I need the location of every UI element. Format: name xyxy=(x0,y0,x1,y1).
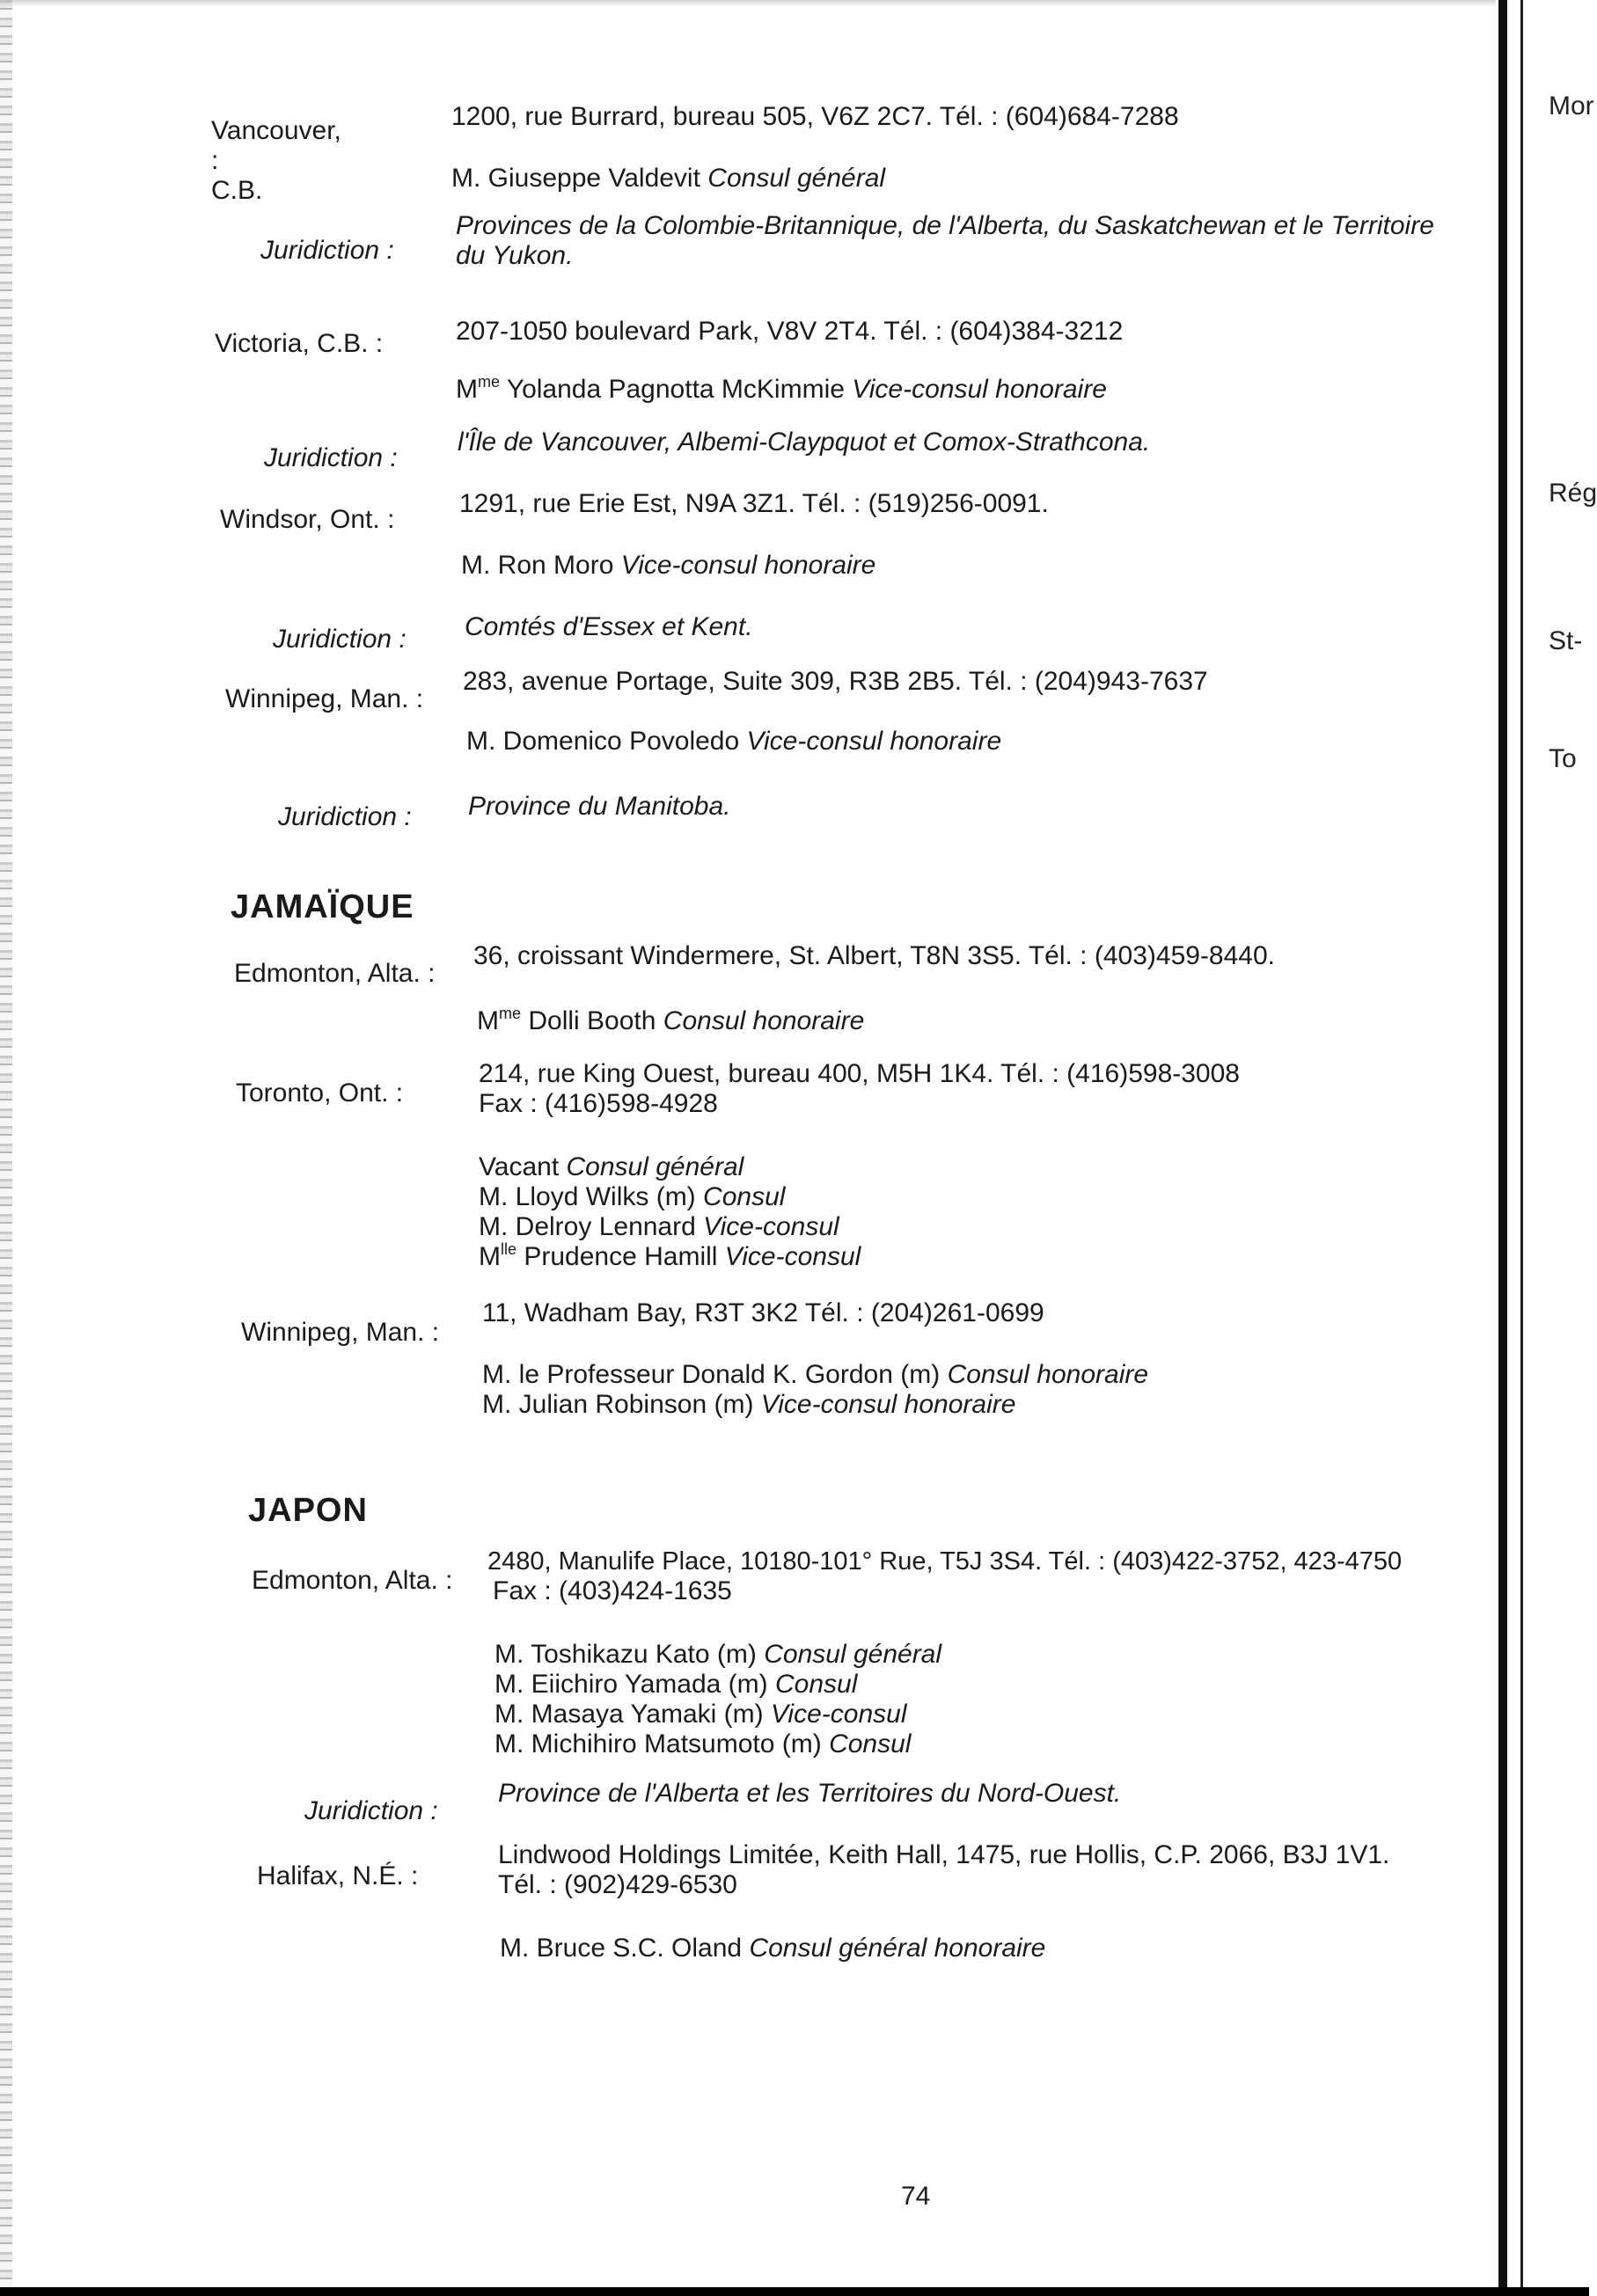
person-prefix: M. xyxy=(461,551,491,580)
book-binding-line xyxy=(1520,0,1523,2296)
fax: Fax : (403)424-1635 xyxy=(493,1576,732,1605)
person-title: Consul général xyxy=(566,1152,744,1181)
address: 207-1050 boulevard Park, V8V 2T4. Tél. : (604)384-3212 xyxy=(456,317,1124,346)
jurisdiction-text: Provinces de la Colombie-Britannique, de l'Alberta, du Saskatchewan et le Territoire du Yukon. xyxy=(456,211,1434,270)
city-label: Vancouver, : C.B. xyxy=(211,116,341,205)
person-title: Consul honoraire xyxy=(663,1006,865,1035)
phone: Tél. : (902)429-6530 xyxy=(498,1870,737,1899)
person-prefix: M xyxy=(456,375,478,404)
page-number: 74 xyxy=(901,2182,931,2211)
scan-left-edge xyxy=(0,0,12,2296)
margin-fragment: Mor xyxy=(1549,91,1594,121)
person-prefix: M. xyxy=(451,164,481,193)
person-name: Ron Moro xyxy=(497,551,614,580)
person-line xyxy=(494,1729,911,1759)
address: 2480, Manulife Place, 10180-101° Rue, T5J 3S4. Tél. : (403)422-3752, 423-4750 xyxy=(487,1547,1403,1576)
jurisdiction-label: Juridiction : xyxy=(278,802,412,831)
person-title: Consul xyxy=(829,1729,912,1759)
book-binding-edge xyxy=(1498,0,1507,2296)
margin-fragment: St- xyxy=(1549,626,1583,655)
city-label: Winnipeg, Man. : xyxy=(241,1318,440,1347)
person-prefix: M. xyxy=(482,1360,512,1389)
person-line xyxy=(451,164,885,194)
person-title: Vice-consul xyxy=(770,1700,907,1729)
city-label: Toronto, Ont. : xyxy=(236,1079,404,1108)
address: Lindwood Holdings Limitée, Keith Hall, 1475, rue Hollis, C.P. 2066, B3J 1V1. xyxy=(498,1840,1390,1869)
jurisdiction-text: Comtés d'Essex et Kent. xyxy=(465,612,753,641)
person-name: Lloyd Wilks (m) xyxy=(515,1182,696,1211)
person-line xyxy=(456,375,1107,405)
person-name: Prudence Hamill xyxy=(524,1242,718,1271)
section-title-japon: JAPON xyxy=(248,1492,368,1529)
person-title: Vice-consul honoraire xyxy=(746,727,1002,756)
address: 11, Wadham Bay, R3T 3K2 Tél. : (204)261-0699 xyxy=(482,1298,1044,1327)
person-prefix: M. xyxy=(494,1729,524,1759)
scan-bottom-edge xyxy=(0,2287,1589,2296)
person-line xyxy=(477,1006,864,1036)
person-line xyxy=(482,1360,1148,1390)
person-title: Vice-consul honoraire xyxy=(760,1390,1016,1419)
jurisdiction-text: l'Île de Vancouver, Albemi-Claypquot et Comox-Strathcona. xyxy=(458,428,1151,457)
person-prefix-sup: lle xyxy=(501,1240,517,1258)
person-line xyxy=(494,1700,907,1729)
address: 1291, rue Erie Est, N9A 3Z1. Tél. : (519)256-0091. xyxy=(459,489,1049,518)
person-line xyxy=(494,1640,941,1670)
city-label: Windsor, Ont. : xyxy=(220,505,395,534)
city-label: Edmonton, Alta. : xyxy=(252,1566,453,1595)
person-title: Consul général xyxy=(707,164,886,193)
jurisdiction-text: Province du Manitoba. xyxy=(468,792,731,821)
person-prefix: M xyxy=(479,1242,501,1271)
city-label: Halifax, N.É. : xyxy=(257,1861,419,1890)
person-name: le Professeur Donald K. Gordon (m) xyxy=(518,1360,941,1389)
person-prefix: M. xyxy=(494,1670,524,1699)
fax: Fax : (416)598-4928 xyxy=(479,1089,718,1118)
person-title: Vice-consul xyxy=(724,1242,861,1271)
person-line xyxy=(500,1934,1045,1963)
person-prefix-sup: me xyxy=(478,373,501,391)
address: 1200, rue Burrard, bureau 505, V6Z 2C7. Tél. : (604)684-7288 xyxy=(451,102,1179,131)
person-line xyxy=(479,1212,839,1242)
person-name: Vacant xyxy=(479,1152,560,1181)
person-line xyxy=(479,1182,785,1212)
margin-fragment: To xyxy=(1549,744,1577,773)
address: 36, croissant Windermere, St. Albert, T8N 3S5. Tél. : (403)459-8440. xyxy=(473,941,1276,970)
jurisdiction-label: Juridiction : xyxy=(304,1796,438,1825)
person-prefix: M. xyxy=(494,1700,524,1729)
section-title-jamaique: JAMAÏQUE xyxy=(231,888,414,925)
person-name: Eiichiro Yamada (m) xyxy=(531,1670,768,1699)
person-prefix: M xyxy=(477,1006,499,1035)
person-name: Bruce S.C. Oland xyxy=(536,1934,743,1963)
person-line xyxy=(479,1152,744,1182)
jurisdiction-label: Juridiction : xyxy=(273,625,407,654)
address: 283, avenue Portage, Suite 309, R3B 2B5. Tél. : (204)943-7637 xyxy=(463,667,1208,696)
person-name: Domenico Povoledo xyxy=(502,727,740,756)
margin-fragment: Rég xyxy=(1549,479,1597,508)
person-title: Consul général xyxy=(764,1640,942,1669)
jurisdiction-label: Juridiction : xyxy=(260,236,394,265)
person-prefix: M. xyxy=(500,1934,530,1963)
person-title: Vice-consul honoraire xyxy=(620,551,876,580)
jurisdiction-text: Province de l'Alberta et les Territoires du Nord-Ouest. xyxy=(498,1779,1122,1808)
person-prefix: M. xyxy=(479,1212,509,1241)
person-line xyxy=(482,1390,1015,1420)
person-name: Delroy Lennard xyxy=(515,1212,696,1241)
person-title: Consul général honoraire xyxy=(749,1934,1046,1963)
address: 214, rue King Ouest, bureau 400, M5H 1K4. Tél. : (416)598-3008 xyxy=(479,1059,1240,1088)
person-name: Julian Robinson (m) xyxy=(518,1390,754,1419)
person-prefix: M. xyxy=(494,1640,524,1669)
city-label: Winnipeg, Man. : xyxy=(225,684,424,713)
person-title: Consul honoraire xyxy=(947,1360,1149,1389)
person-prefix-sup: me xyxy=(499,1005,522,1022)
person-name: Masaya Yamaki (m) xyxy=(531,1700,764,1729)
person-name: Dolli Booth xyxy=(528,1006,656,1035)
city-label: Victoria, C.B. : xyxy=(215,329,384,358)
person-title: Vice-consul xyxy=(703,1212,839,1241)
person-name: Giuseppe Valdevit xyxy=(487,164,700,193)
person-line xyxy=(461,551,875,581)
person-name: Yolanda Pagnotta McKimmie xyxy=(506,375,845,404)
person-prefix: M. xyxy=(466,727,496,756)
person-name: Michihiro Matsumoto (m) xyxy=(531,1729,822,1759)
city-label: Edmonton, Alta. : xyxy=(234,959,436,988)
person-line xyxy=(479,1242,861,1272)
person-prefix: M. xyxy=(482,1390,512,1419)
person-title: Vice-consul honoraire xyxy=(852,375,1107,404)
person-title: Consul xyxy=(775,1670,858,1699)
jurisdiction-label: Juridiction : xyxy=(264,443,398,472)
person-line xyxy=(466,727,1001,757)
person-name: Toshikazu Kato (m) xyxy=(531,1640,757,1669)
person-prefix: M. xyxy=(479,1182,509,1211)
scan-top-edge xyxy=(0,0,1496,7)
person-title: Consul xyxy=(703,1182,786,1211)
person-line xyxy=(494,1670,857,1700)
